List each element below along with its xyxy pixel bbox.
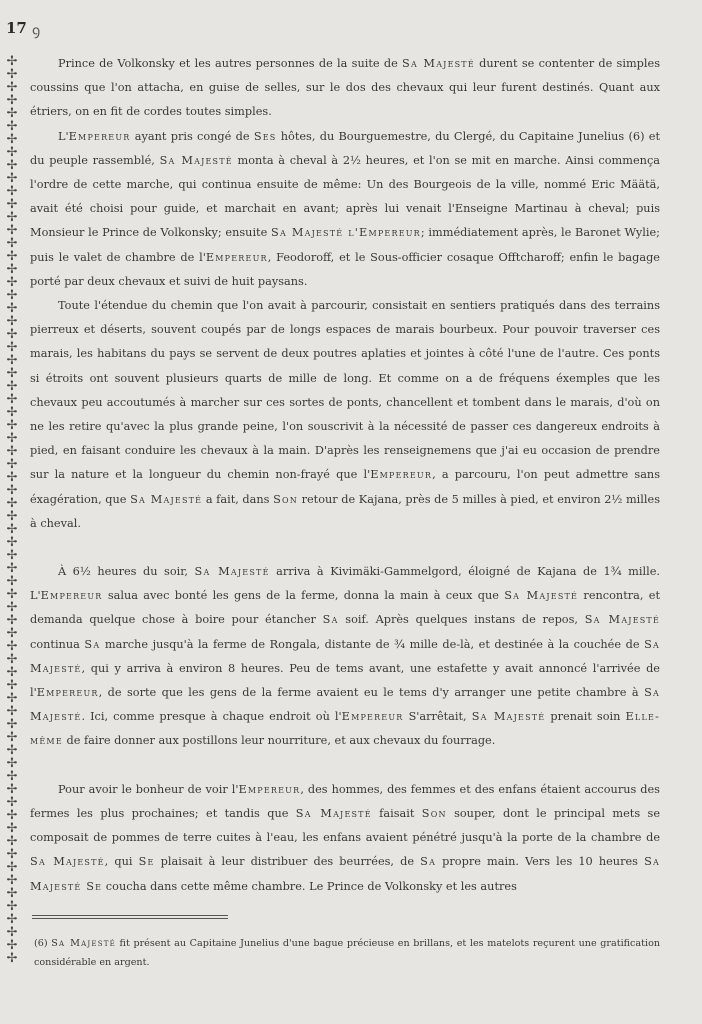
- text-run: Prince de Volkonsky et les autres personnes de la suite de: [58, 57, 403, 70]
- text-run: propre main. Vers les 10 heures: [436, 855, 645, 869]
- border-ornament: ✢: [6, 899, 18, 914]
- border-ornament: ✢: [6, 457, 18, 472]
- border-ornament: ✢: [6, 782, 18, 797]
- text-run: retour de Kajana, près de 5 milles à pied, et environ 2½ milles à cheval.: [30, 492, 660, 530]
- border-ornament: ✢: [6, 366, 18, 381]
- border-ornament: ✢: [6, 691, 18, 706]
- border-ornament: ✢: [6, 951, 18, 965]
- border-ornament: ✢: [6, 132, 18, 147]
- small-caps-text: Empereur: [205, 250, 268, 264]
- text-run: salua avec bonté les gens de la ferme, donna la main à ceux que: [102, 589, 505, 603]
- text-run: ; immédiatement après, le Baronet Wylie; puis le valet de chambre de l': [30, 226, 660, 264]
- border-ornament: ✢: [6, 860, 18, 875]
- text-run: rencontra, et demanda quelque chose à boire pour étancher: [30, 589, 660, 627]
- paragraph: [30, 560, 660, 754]
- border-ornament: ✢: [6, 210, 18, 225]
- text-run: arriva à Kivimäki-Gammelgord, éloigné de Kajana de 1¾ mille. L': [30, 565, 660, 603]
- border-ornament: ✢: [6, 535, 18, 550]
- small-caps-text: Empereur: [238, 782, 301, 796]
- small-caps-text: Sa Majesté: [194, 565, 270, 579]
- small-caps-text: Sa: [322, 613, 339, 627]
- small-caps-text: Sa Majesté: [504, 589, 579, 603]
- small-caps-text: Sa Majesté: [402, 57, 475, 70]
- small-caps-text: Sa Majesté: [30, 855, 105, 869]
- border-ornament: ✢: [6, 925, 18, 940]
- border-ornament: ✢: [6, 470, 18, 485]
- border-ornament: ✢: [6, 119, 18, 134]
- text-run: prenait soin: [545, 710, 626, 724]
- border-ornament: ✢: [6, 236, 18, 251]
- border-ornament: ✢: [6, 509, 18, 524]
- text-run: de faire donner aux postillons leur nourriture, et aux chevaux du fourrage.: [62, 734, 496, 748]
- border-ornament: ✢: [6, 353, 18, 368]
- border-ornament: ✢: [6, 288, 18, 303]
- border-ornament: ✢: [6, 886, 18, 901]
- border-ornament: ✢: [6, 444, 18, 459]
- border-ornament: ✢: [6, 483, 18, 498]
- border-ornament: ✢: [6, 392, 18, 407]
- small-caps-text: Se: [138, 855, 155, 869]
- border-ornament: ✢: [6, 743, 18, 758]
- border-ornament: ✢: [6, 327, 18, 342]
- small-caps-text: Sa Majesté: [584, 613, 661, 627]
- small-caps-text: Sa Majesté: [30, 686, 660, 724]
- border-ornament: ✢: [6, 223, 18, 238]
- text-run: fit présent au Capitaine Junelius d'une bague précieuse en brillans, et les matelots reçurent une gratification considérable en argent.: [34, 938, 661, 968]
- border-ornament: ✢: [6, 613, 18, 628]
- border-ornament: ✢: [6, 379, 18, 394]
- text-run: À 6½ heures du soir,: [58, 565, 195, 579]
- small-caps-text: Sa Majesté: [51, 938, 116, 949]
- small-caps-text: Sa Majesté: [30, 637, 660, 675]
- border-ornament: ✢: [6, 67, 18, 82]
- body-text: [30, 52, 660, 899]
- small-caps-text: Sa Majesté l'Empereur: [271, 226, 421, 240]
- border-ornament: ✢: [6, 80, 18, 95]
- small-caps-text: Empereur: [370, 468, 433, 482]
- text-run: , Feodoroff, et le Sous-officier cosaque Offtcharoff; enfin le bagage porté par deux chevaux et suivi de huit paysans.: [30, 250, 660, 288]
- border-ornament: ✢: [6, 314, 18, 329]
- text-run: soif. Après quelques instans de repos,: [338, 613, 585, 627]
- text-run: , a parcouru, l'on peut admettre sans éxagération, que: [30, 468, 661, 506]
- text-run: . Ici, comme presque à chaque endroit où l': [81, 710, 342, 724]
- small-caps-text: Empereur: [40, 589, 103, 603]
- border-ornament: ✢: [6, 158, 18, 173]
- border-ornament: ✢: [6, 717, 18, 732]
- border-ornament: ✢: [6, 626, 18, 641]
- border-ornament: ✢: [6, 704, 18, 719]
- border-ornament: ✢: [6, 730, 18, 745]
- border-ornament: ✢: [6, 496, 18, 511]
- small-caps-text: Sa: [420, 855, 437, 869]
- paragraph: [30, 125, 660, 294]
- border-ornament: ✢: [6, 808, 18, 823]
- text-run: , de sorte que les gens de la ferme avaient eu le tems d'y arranger une petite chambre à: [98, 686, 645, 700]
- small-caps-text: Empereur: [36, 686, 99, 700]
- border-ornament: ✢: [6, 912, 18, 927]
- paragraph: [30, 294, 660, 536]
- text-run: S'arrêtait,: [403, 710, 472, 724]
- text-run: continua: [30, 637, 85, 651]
- text-run: hôtes, du Bourguemestre, du Clergé, du Capitaine Junelius (6) et du peuple rassemblé,: [30, 129, 660, 167]
- border-ornament: ✢: [6, 301, 18, 316]
- border-ornament: ✢: [6, 769, 18, 784]
- border-ornament: ✢: [6, 587, 18, 602]
- border-ornament: ✢: [6, 93, 18, 108]
- text-run: plaisait à leur distribuer des beurrées, de: [154, 855, 421, 869]
- border-ornament: ✢: [6, 145, 18, 160]
- border-ornament: ✢: [6, 639, 18, 654]
- text-run: monta à cheval à 2½ heures, et l'on se mit en marche. Ainsi commença l'ordre de cette marche, qui continua ensuite de même: Un des Bourgeois de la ville, nommé Eric Määtä, avait été choisi pour guide, et marchait en avant; après lui venait l'Enseigne Martinau à cheval; puis Monsieur le Prince de Volkonsky; ensuite: [30, 153, 661, 240]
- border-ornament: ✢: [6, 600, 18, 615]
- border-ornament: ✢: [6, 548, 18, 563]
- small-caps-text: Sa: [84, 637, 101, 651]
- paragraph: [30, 778, 660, 899]
- paragraph: [30, 52, 660, 125]
- border-ornament: ✢: [6, 249, 18, 264]
- border-ornament: ✢: [6, 665, 18, 680]
- small-caps-text: Sa Majesté: [471, 710, 546, 724]
- border-ornament: ✢: [6, 652, 18, 667]
- small-caps-text: Son: [421, 806, 447, 820]
- text-run: , qui: [104, 855, 139, 869]
- ornamental-border: [4, 55, 20, 965]
- border-ornament: ✢: [6, 55, 18, 69]
- text-run: Pour avoir le bonheur de voir l': [58, 782, 239, 796]
- text-run: Toute l'étendue du chemin que l'on avait à parcourir, consistait en sentiers pratiqués dans des terrains pierreux et déserts, souvent coupés par de longs espaces de marais bourbeux. Pour pouvoir traverser ces marais, les habitans du pays se servent de deux poutres aplaties et jointes à côté l'une de l'autre. Ces ponts si étroits ont souvent plusieurs quarts de mille de long. Et comme on a de fréquens éxemples que les chevaux peu accoutumés à marcher sur ces sortes de ponts, chancellent et tombent dans le marais, d'où on ne les retire qu'avec la plus grande peine, l'on souscrivit à la nécessité de passer ces dangereux endroits à pied, en faisant conduire les chevaux à la main. D'après les renseignemens que j'ai eu occasion de prendre sur la nature et la longueur du chemin non-frayé que l': [30, 299, 660, 482]
- border-ornament: ✢: [6, 834, 18, 849]
- text-run: durent se contenter de simples coussins que l'on attacha, en guise de selles, sur le dos des chevaux qui leur furent destinés. Quant aux étriers, on en fit de cordes toutes simples.: [30, 57, 661, 119]
- border-ornament: ✢: [6, 756, 18, 771]
- border-ornament: ✢: [6, 678, 18, 693]
- border-ornament: ✢: [6, 275, 18, 290]
- text-run: faisait: [371, 806, 422, 820]
- border-ornament: ✢: [6, 873, 18, 888]
- border-ornament: ✢: [6, 522, 18, 537]
- small-caps-text: Empereur: [341, 710, 404, 724]
- small-caps-text: Ses: [253, 129, 277, 143]
- border-ornament: ✢: [6, 171, 18, 186]
- text-run: ayant pris congé de: [130, 129, 254, 143]
- border-ornament: ✢: [6, 418, 18, 433]
- small-caps-text: Sa Majesté Se: [30, 855, 660, 893]
- border-ornament: ✢: [6, 262, 18, 277]
- border-ornament: ✢: [6, 574, 18, 589]
- page-number: 17: [6, 19, 27, 37]
- text-run: souper, dont le principal mets se composait de pommes de terre cuites à l'eau, les enfans avaient pénétré jusqu'à la porte de la chambre de: [30, 806, 661, 845]
- text-run: , qui y arriva à environ 8 heures. Peu de tems avant, une estafette y avait annoncé l'arrivée de l': [30, 661, 660, 700]
- border-ornament: ✢: [6, 106, 18, 121]
- border-ornament: ✢: [6, 340, 18, 355]
- small-caps-text: Elle-même: [30, 710, 661, 748]
- text-run: coucha dans cette même chambre. Le Prince de Volkonsky et les autres: [102, 879, 517, 893]
- small-caps-text: Sa Majesté: [295, 806, 372, 820]
- text-run: marche jusqu'à la ferme de Rongala, distante de ¾ mille de-là, et destinée à la couchée de: [100, 637, 645, 651]
- border-ornament: ✢: [6, 184, 18, 199]
- small-caps-text: Empereur: [68, 129, 131, 143]
- border-ornament: ✢: [6, 795, 18, 810]
- border-ornament: ✢: [6, 847, 18, 862]
- page-mark: ꝯ: [32, 23, 41, 39]
- border-ornament: ✢: [6, 405, 18, 420]
- small-caps-text: Sa Majesté: [130, 492, 203, 506]
- border-ornament: ✢: [6, 821, 18, 836]
- text-run: , des hommes, des femmes et des enfans étaient accourus des fermes les plus prochaines; et tandis que: [30, 782, 660, 820]
- small-caps-text: Son: [273, 492, 298, 506]
- border-ornament: ✢: [6, 197, 18, 212]
- text-run: a fait, dans: [202, 492, 274, 506]
- text-run: (6): [34, 938, 52, 949]
- text-run: L': [58, 129, 69, 143]
- border-ornament: ✢: [6, 938, 18, 953]
- border-ornament: ✢: [6, 561, 18, 576]
- footnote: [34, 934, 660, 972]
- footnote-rule: [32, 915, 228, 919]
- small-caps-text: Sa Majesté: [159, 153, 233, 167]
- border-ornament: ✢: [6, 431, 18, 446]
